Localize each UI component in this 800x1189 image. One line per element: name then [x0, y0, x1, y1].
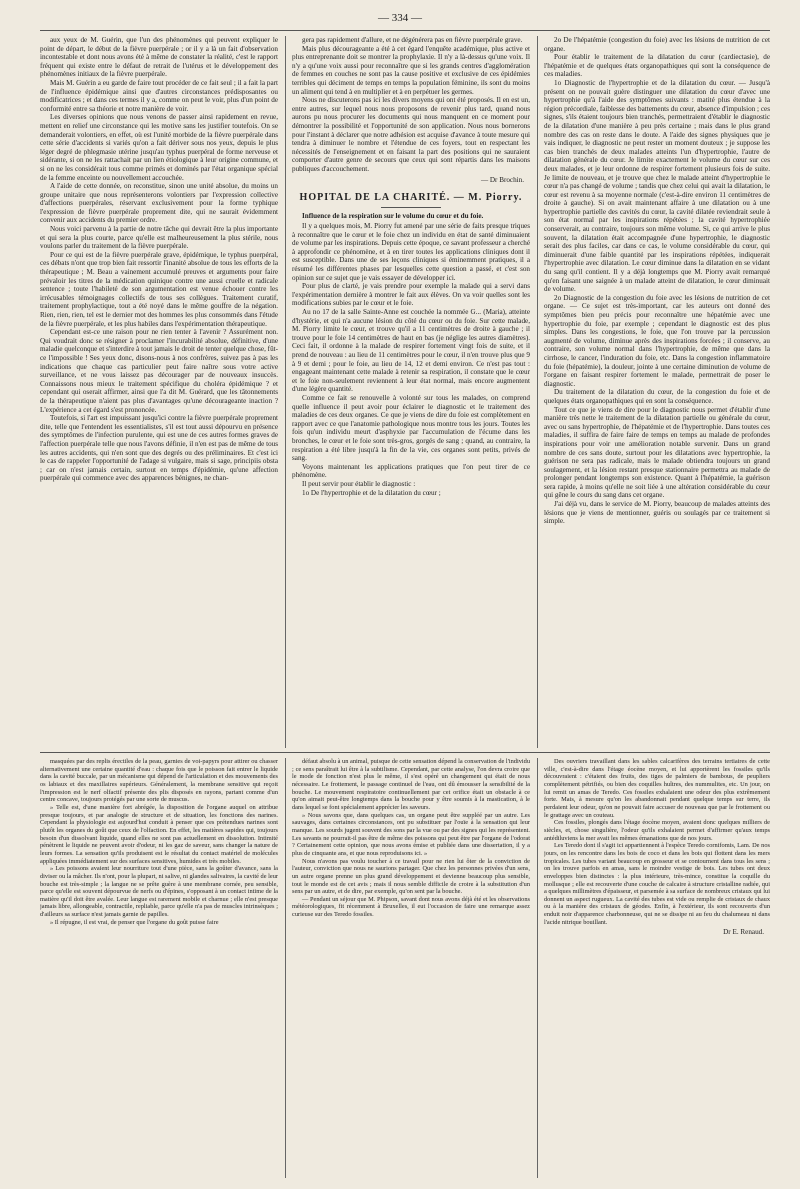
column-divider	[285, 36, 286, 748]
lower-column-1	[40, 758, 278, 1178]
column-1-text	[40, 36, 278, 748]
paragraph: » Nous savons que, dans quelques cas, un organe peut être suppléé par un autre. Les sauvages, dans certaines circonstances, ont pu substituer par l'ouïe à la sensation qui leur manque. Les sourds jugent souvent des sons par la vue ou par des signes qui les représentent. Les savants ne pourrait-il pas être de même des poissons qui peut être par l'organe de l'odorat ? Certainement cette opinion, que nous avons émise et publiée dans une dissertation, il y a plus de cinquante ans, et que nous reproduisons ici. »	[292, 811, 530, 857]
paragraph: Les Teredo dont il s'agit ici appartiennent à l'espèce Teredo cornifomis, Lam. De nos jours, on les rencontre dans les bois de coco et dans les bois qui flottent dans les mers tropicales. Les tubes variant beaucoup en grosseur et se contournent dans tous les sens ; on les trouve parfois en amas, sans le moindre vestige de bois. Les tubes ont deux enveloppes bien distinctes : la plus intérieure, très-mince, constitue la coquille du mollusque ; elle est recouverte d'une couche de calcaire à structure cristalline radiée, qui a quelques millimètres d'épaisseur, et parsemée à sa surface de nombreux cristaux qui lui donnent un aspect rugueux. La cavité des tubes est vide ou remplie de cristaux de chaux ou à la manière des cristaux de géodes. Enfin, à l'extérieur, ils sont recouverts d'un enduit noir d'apparence charbonneuse, qui ne se dissipe ni au feu du chalumeau ni dans l'acide nitrique bouillant.	[544, 842, 770, 926]
paragraph: gera pas rapidement d'allure, et ne dégénérera pas en fièvre puerpérale grave.	[302, 36, 523, 44]
paragraph: » Il répugne, il est vrai, de penser que l'organe du goût puisse faire	[50, 918, 219, 926]
paragraph: Des ouvriers travaillant dans les sables calcarifères des terrains tertiaires de cette ville, c'est-à-dire dans l'étage éocène moyen, et lui apportèrent les fossiles qu'ils découvraient : c'étaient des fruits, des tiges de palmiers de bambous, de peupliers complètement pétrifiés, ou bien des coquilles huîtres, des nummulites, etc. Un jour, on lui remit un amas de Teredo. Ces fossiles exhalaient une odeur des plus extrêmement forte. Mais, à mesure qu'on les abandonnait pendant quelque temps sur terre, ils perdaient leur odeur, qu'on ne pouvait faire accuser de nouveau que par le frottement ou le grattage avec un couteau.	[544, 758, 770, 819]
paragraph: masquées par des replis érectiles de la peau, garnies de voi-papyrs pour attirer ou chasser alternativement une certaine quantité d'eau : chaque fois que le poisson fait entrer le liquide dans la cavité buccale, par un mécanisme qui dépend de l'articulation et des mouvements des os labiaux et des maxillaires supérieurs. Généralement, la membrane sensitive qui reçoit l'impression est le nerf olfactif présente des plis disposés en rayons, partant comme d'un centre concave, toujours protégés par une sorte de muscus.	[40, 758, 278, 804]
paragraph: Nous n'avons pas voulu toucher à ce travail pour ne rien lui ôter de la conviction de l'auteur, conviction que nous ne saurions partager. Que chez les personnes privées d'un sens, un autre organe prenne un plus grand développement et devienne beaucoup plus sensible, tout le monde est de cet avis ; mais il nous semble difficile de croire à la substitution d'un sens par un autre, et de dire, par exemple, qu'on sent par la bouche.	[292, 857, 530, 896]
paragraph: Il peut servir pour établir le diagnostic :	[302, 479, 416, 488]
paragraph: Mais M. Guérin a eu garde de faire tout procéder de ce fait seul ; il a fait la part de l'influence épidémique ainsi que d'autres circonstances prédisposantes ou modificatrices ; et dans ces termes il y a, comme on peut le voir, plus d'un point de conformité entre sa théorie et notre manière de voir.	[40, 78, 278, 113]
article-piorry	[292, 222, 530, 497]
paragraph: défaut absolu à un animal, puisque de cette sensation dépend la conservation de l'individu ; ce sens paraîtrait lui être à la subtilisme. Cependant, par cette analyse, l'on devra croire que le mode de fonction n'est plus le même, il s'est opéré un changement qui était de nous nécessaire. Le frottement, le passage continuel de l'eau, ont dû émousser la sensibilité de la bouche. Le mouvement respiratoire continuellement par cet orifice était un obstacle à ce qu'on aimait peut-être longtemps dans la bouche pour y être soumis à la mastication, à le dans lequel se font spécialement apprécier les saveurs.	[292, 758, 530, 811]
paragraph: » Telle est, d'une manière fort abrégée, la disposition de l'organe auquel on attribue presque toujours, et par analogie de structure et de situation, les fonctions des narines. Cependant la physiologie est aujourd'hui conduit à penser que ces prétendues narines sont plutôt les organes du goût que ceux de l'olfaction. En effet, les matières sapides qui, toujours besoin d'un dissolvant liquide, quand elles ne sont pas actuellement en dissolution. Intimité pénètrent le liquide ne peuvent avoir d'odeur, ni les gaz de saveur, sans changer la nature de leurs formes. La sensation qu'ils produisent est le résultat du contact matériel de molécules appliquées immédiatement sur des surfaces sensitives, humides et très mobiles.	[40, 803, 278, 865]
paragraph: J'ai déjà vu, dans le service de M. Piorry, beaucoup de malades atteints des lésions que je viens de mentionner, guéris ou soulagés par ce traitement si simple.	[544, 500, 770, 526]
column-3-text	[544, 36, 770, 748]
paragraph: Du traitement de la dilatation du cœur, de la congestion du foie et de quelques états organopathiques qui en sont la conséquence.	[544, 388, 770, 405]
section-subheading: Influence de la respiration sur le volume du cœur et du foie.	[302, 211, 484, 220]
paragraph: Nous ne discuterons pas ici les divers moyens qui ont été proposés. Il en est un, entre autres, sur lequel nous nous proposons de revenir plus tard, quand nous aurons pu nous procurer les documents qui nous manquent en ce moment pour démontrer la possibilité et l'opportunité de son application. Nous nous bornerons pour l'instant à déclarer que notre adhésion est acquise d'avance à toute mesure qui tendra à diminuer le nombre et l'étendue de ces foyers, tout en respectant les nécessités de l'enseignement et en faisant la part des positions qui ne sauraient comporter d'autre genre de secours que ceux qui sont répartis dans les maisons publiques d'accouchement.	[292, 96, 530, 173]
signature-brochin: — Dr Brochin.	[480, 175, 524, 184]
section-heading-charite: HOPITAL DE LA CHARITÉ. — M. Piorry.	[299, 191, 523, 203]
lower-column-3	[544, 758, 770, 1178]
column-2-text	[292, 36, 530, 748]
column-divider	[285, 758, 286, 1178]
column-divider	[537, 758, 538, 1178]
page-number: — 334 —	[378, 12, 422, 24]
paragraph: Ces fossiles, plongés dans l'étage éocène moyen, avaient donc quelques milliers de siècles, et, chose singulière, l'odeur qu'ils exhalaient permet d'affirmer qu'aux temps antédiluviens la mer avait les mêmes émanations que de nos jours.	[544, 819, 770, 842]
lower-column-2	[292, 758, 530, 1178]
section-separator	[40, 752, 770, 753]
paragraph: aux yeux de M. Guérin, que l'un des phénomènes qui peuvent expliquer le point de départ, le début de la fièvre puerpérale ; or il y a là un fait d'observation incontestable et dont nous avons été à même de constater la réalité, c'est le rapport fréquent qui existe entre le défaut de retrait de l'utérus et le développement des phénomènes initiaux de la fièvre puerpérale.	[40, 36, 278, 79]
paragraph: » Les poissons avaient leur nourriture tout d'une pièce, sans la goûter d'avance, sans la diviser ou la mâcher. Ils n'ont, pour la plupart, ni salive, ni glandes salivaires, la cavité de leur bouche est très-simple ; la langue ne se prête guère à une membrane cornée, peu sensible, parce qu'elle est souvent dépourvue de nerfs ou d'épines, s'opposant à un contact intime de la matière qu'il doit être avalée. Leur langue est rarement mobile et charnue ; elle n'est presque jamais libre, allongeable, contractile, repliable, parce qu'elle n'a pas de muscles intrinsèques ; d'ailleurs sa surface n'est jamais garnie de papilles.	[40, 865, 278, 919]
paragraph: 1o De l'hypertrophie et de la dilatation du cœur ;	[302, 488, 441, 497]
paragraph: Nous voici parvenu à la partie de notre tâche qui devrait être la plus importante et qui sera la plus courte, parce qu'elle est malheureusement la plus stérile, nous voulons parler du traitement de la fièvre puerpérale.	[40, 225, 278, 251]
paragraph: Comme ce fait se renouvelle à volonté sur tous les malades, on comprend quelle influence il peut avoir pour éclairer le diagnostic et le traitement des maladies de ces deux organes. Ce que je viens de dire du foie est complètement en rapport avec ce que l'anatomie pathologique nous montre tous les jours. Toutes les fois qu'un individu meurt d'asphyxie par l'accumulation de l'écume dans les bronches, le cœur et le foie sont très-gros, gorgés de sang ; quand, au contraire, la respiration a été libre jusqu'à la fin de la vie, ces organes sont petits, privés de sang.	[292, 393, 530, 463]
paragraph: A l'aide de cette donnée, on reconstitue, sinon une unité absolue, du moins un groupe unitaire que nous représenterons volontiers par l'expression collective d'affections puerpérales, réservant exclusivement pour la forme typhique l'expression de fièvre puerpérale proprement dite, qui ne saurait évidemment convenir aux accidents du premier ordre.	[40, 182, 278, 225]
paragraph: 2o Diagnostic de la congestion du foie avec les lésions de nutrition de cet organe. — Ce sujet est très-important, car les auteurs ont donné des symptômes bien peu précis pour reconnaître une hépatémie avec une hypertrophie du foie, par exemple ; cependant le diagnostic est des plus simples. Dans les congestions, le foie, que l'on trouve par la percussion augmenté de volume, diminue après des inspirations forcées ; il conserve, au contraire, son volume normal dans l'hypertrophie, de même que dans la cirrhose, le cancer, l'induration du foie, etc. Dans la congestion inflammatoire du foie (hépatémie), la douleur, jointe à une certaine diminution de volume de l'organe en faisant respirer fortement le malade, permettrait de poser le diagnostic.	[544, 293, 770, 388]
paragraph: Au no 17 de la salle Sainte-Anne est couchée la nommée G... (Maria), atteinte d'hystérie, et qui n'a aucune lésion du côté du cœur ou du foie. Sur cette malade, M. Piorry limite le cœur, et trouve qu'il a 11 centimètres de droite à gauche ; il trouve pour le foie 14 centimètres de haut en bas (je néglige les autres diamètres). Ceci fait, il ordonne à la malade de respirer fortement vingt fois de suite, et il prend de nouveau : au lieu de 11 centimètres pour le cœur, il n'en trouve plus que 9 à 9 et demi ; pour le foie, au lieu de 14, 12 et demi environ. Ce n'est pas tout : engageant maintenant cette malade à retenir sa respiration, il constate que le cœur et le foie non-seulement reviennent à leur état normal, mais encore augmentent d'une légère quantité.	[292, 308, 530, 394]
paragraph: Pour établir le traitement de la dilatation du cœur (cardiectasie), de l'hépatémie et de quelques états organopathiques qui sont la conséquence de ces maladies.	[544, 53, 770, 79]
paragraph: Pour ce qui est de la fièvre puerpérale grave, épidémique, le typhus puerpéral, ces débats n'ont que trop bien fait ressortir l'inanité absolue de tous les efforts de la thérapeutique ; M. Beau a vainement accumulé preuves et arguments pour faire prévaloir les titres de la médication quinique contre une aussi cruelle et radicale sentence ; toute l'habileté de son argumentation est venue échouer contre les irrécusables témoignages collectifs de tous ses collègues. Traitement curatif, traitement prophylactique, tout a été noyé dans le même gouffre de la négation. Rien, rien, rien, tel est le dernier mot des hommes les plus consommés dans l'étude de la fièvre puerpérale, et les plus habiles dans l'expérimentation thérapeutique.	[40, 250, 278, 328]
paragraph: Cependant est-ce une raison pour ne rien tenter à l'avenir ? Assurément non. Qui voudrait donc se résigner à proclamer l'incurabilité absolue, définitive, d'une maladie quelconque et s'interdire à tout jamais le droit de tenter quelque chose, fût-ce l'impossible ! Ses yeux donc, disons-nous à nos confrères, suivez pas à pas les indications que chaque cas particulier peut faire naître sous votre active surveillance, et ne vous laissez pas décourager par de nouveaux insuccès. Connaissons nous mieux le traitement spécifique du choléra épidémique ? et cependant qui oserait affirmer, ainsi que l'a dit M. Guérard, que les tâtonnements de la thérapeutique n'aient pas plus d'avantages qu'une décourageante inaction ? L'expérience a cet égard s'est prononcée.	[40, 328, 278, 414]
paragraph: Tout ce que je viens de dire pour le diagnostic nous permet d'établir d'une manière très nette le traitement de la dilatation partielle ou générale du cœur, avec ou sans hypertrophie, de l'hépatémie et de l'hypertrophie. Dans toutes ces maladies, il suffira de faire faire de temps en temps au malade de profondes inspirations pour voir une amélioration notable survenir. Dans un grand nombre de ces sans doute, surtout pour les dilatations avec hypertrophie, la guérison ne sera pas radicale, mais le malade obtiendra toujours un grand soulagement, et la lésion restant presque stationnaire permettra au malade de prolonger pendant longtemps son existence. Quant à l'hépatémie, la guérison sera rapide, à moins qu'elle ne soit liée à une altération considérable du cœur qui gêne le cours du sang dans cet organe.	[544, 405, 770, 500]
paragraph: Mais plus décourageante a été à cet égard l'enquête académique, plus active et plus entreprenante doit se montrer la prophylaxie. Il n'y a là-dessus qu'une voix. Il n'y a qu'une voix aussi pour reconnaître que si les grands centres d'agglomération de femmes en couches ne sont pas la cause positive et exclusive de ces épidémies terribles qui déciment de temps en temps la population féminine, ils sont du moins un aliment qui tend à en multiplier et à en perpétuer les germes.	[292, 44, 530, 96]
paragraph: 2o De l'hépatémie (congestion du foie) avec les lésions de nutrition de cet organe.	[544, 36, 770, 53]
paragraph: Les diverses opinions que nous venons de passer ainsi rapidement en revue, mettent en relief une circonstance qui les motive sans les justifier toutefois. On se demanderait volontiers, en effet, où est l'unité morbide de la fièvre puerpérale dans cette série d'accidents si variés qu'on a fait dériver sous nos yeux, depuis le plus léger degré de phlegmasie utérine jusqu'au typhus puerpéral de forme nerveuse et sidérante, si on ne les rattachait par un lien étiologique à leur origine commune, et si on ne les considérait tous comme primés et dominés par l'état organique spécial de la femme enceinte ou nouvellement accouchée.	[40, 113, 278, 182]
paragraph: Il y a quelques mois, M. Piorry fut amené par une série de faits presque triques à reconnaître que le cœur et le foie chez un individu en état de santé diminuaient de volume par les inspirations. Depuis cette époque, ce savant professeur a cherché à approfondir ce phénomène, et à en tirer toutes les applications cliniques dont il est susceptible. Dans une de ses leçons cliniques si éminemment pratiques, il a résumé les différentes phases par lesquelles cette question a passé, et c'est son opinion sur ce sujet que je vais essayer de développer ici.	[292, 222, 530, 282]
paragraph: Toutefois, si l'art est impuissant jusqu'ici contre la fièvre puerpérale proprement dite, telle que l'entendent les essentialistes, s'il est tout aussi dépourvu en présence des symptômes de l'infection purulente, qui est une de ces autres formes graves de l'affection puerpérale telle que nous l'avons définie, il n'en est pas de même de tous les autres accidents, qui n'en sont que des degrés ou des préliminaires. Et c'est ici le cas de rappeler l'opportunité de l'adage si vulgaire, mais si sage, principiis obsta ; car on n'est jamais certain, surtout en temps d'épidémie, qu'une affection puerpérale qui commence avec des apparences bénignes, ne chan-	[40, 414, 278, 483]
teredo-article	[544, 758, 770, 926]
section-rule	[381, 207, 441, 208]
signature-renaud: Dr E. Renaud.	[723, 928, 764, 937]
paragraph: 1o Diagnostic de l'hypertrophie et de la dilatation du cœur. — Jusqu'à présent on ne pouvait guère distinguer une dilatation du cœur d'avec une hypertrophie qu'à l'aide des symptômes suivants : matité plus étendue à la région précordiale, faiblesse des battements du cœur, absence d'impulsion ; ces signes, s'ils étaient toujours bien tranchés, permettraient d'établir le diagnostic de la dilatation d'une manière à peu près certaine ; mais dans le plus grand nombre des cas on reste dans le doute. A l'aide des signes physiques que je vais indiquer, le diagnostic ne peut rester un moment douteux ; je suppose les cas bien tranchés de deux malades atteints l'un d'hypertrophie, l'autre de dilatation générale du cœur. Je limite exactement le volume du cœur sur ces deux malades, et je leur ordonne de respirer fortement plusieurs fois de suite. Je limite de nouveau, et je trouve que chez le malade atteint d'hypertrophie le cœur n'a pas changé de volume ; tandis que chez celui qui avait la dilatation, le cœur est revenu à sa moyenne normale (c'est-à-dire environ 11 centimètres de droite à gauche). Si on avait maintenant affaire à une dilatation ou à une hypertrophie partielle des cavités du cœur, la cavité dilatée reviendrait seule à son état normal par les inspirations répétées ; la cavité hypertrophiée conserverait, au contraire, toujours son même volume. Si, ce qui arrive le plus souvent, la dilatation était accompagnée d'une hypertrophie, le diagnostic serait des plus faciles, car dans ce cas, le volume considérable du cœur, qui diminuerait d'une faible quantité par les inspirations répétées, indiquerait l'hypertrophie avec dilatation. Le cœur diminue dans la dilatation en se vidant du sang qu'il contient. Il y a déjà longtemps que M. Piorry avait remarqué qu'en faisant une saignée à un malade atteint de dilatation, le cœur diminuait de volume.	[544, 78, 770, 294]
column-divider	[537, 36, 538, 748]
paragraph: Pour plus de clarté, je vais prendre pour exemple la malade qui a servi dans l'expérimentation dernière à montrer le fait aux élèves. On va voir quelles sont les modifications subies par le cœur et le foie.	[292, 282, 530, 308]
header-rule	[40, 30, 770, 31]
article-end-brochin	[292, 36, 530, 174]
paragraph: — Pendant un séjour que M. Phipson, savant dont nous avons déjà été et les observations météorologiques, fit récemment à Bruxelles, il eut l'occasion de faire une remarque assez curieuse sur des Teredo fossiles.	[292, 895, 530, 919]
paragraph: Voyons maintenant les applications pratiques que l'on peut tirer de ce phénomène.	[292, 462, 530, 480]
